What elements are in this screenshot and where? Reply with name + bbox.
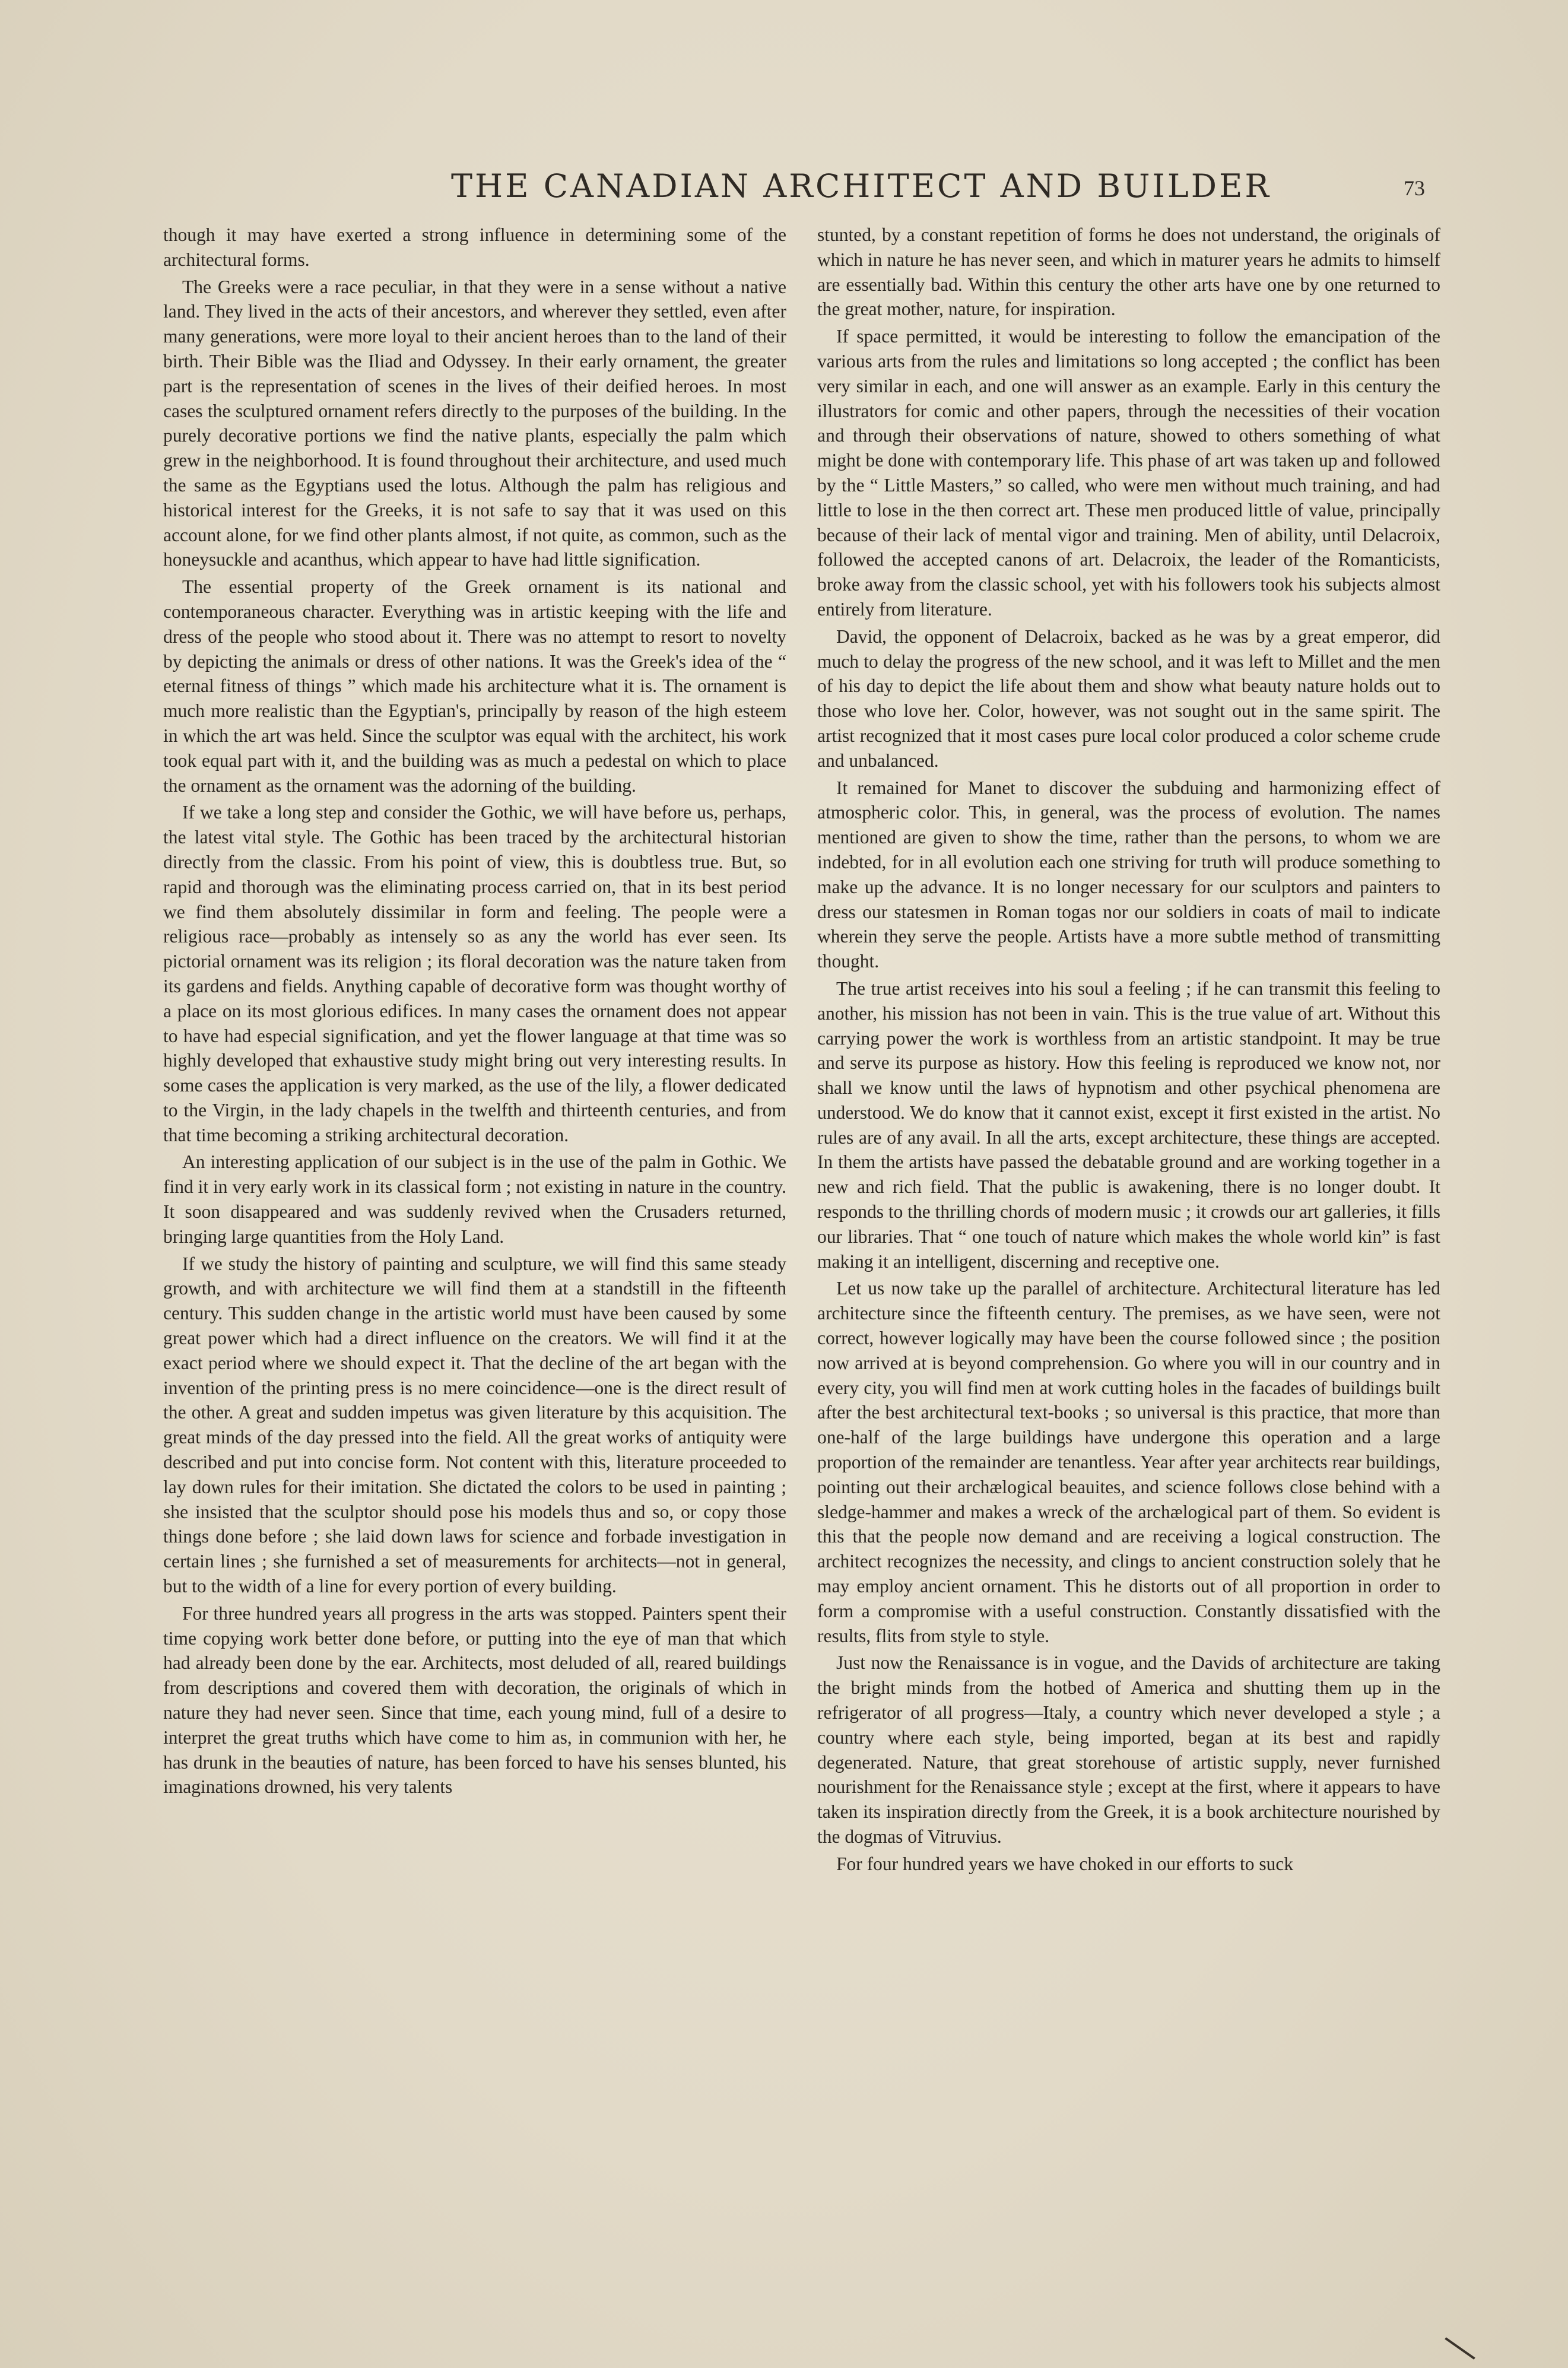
paragraph: though it may have exerted a strong influence in determining some of the architectural forms. <box>163 224 786 270</box>
paragraph: The Greeks were a race peculiar, in that they were in a sense without a native land. They lived in the acts of their ancestors, and wherever they settled, even after many generations, were more loyal to their ancient heroes than to the land of their birth. Their Bible was the Iliad and Odyssey. In their early ornament, the greater part is the representation of scenes in the lives of their deified heroes. In most cases the sculptured ornament refers directly to the purposes of the building. In the purely decorative portions we find the native plants, especially the palm which grew in the neighborhood. It is found throughout their architecture, and used much the same as the Egyptians used the lotus. Although the palm has religious and historical interest for the Greeks, it is not safe to say that it was used on this account alone, for we find other plants almost, if not quite, as common, such as the honeysuckle and acanthus, which appear to have had little signification. <box>163 276 786 570</box>
paragraph: If we take a long step and consider the Gothic, we will have before us, perhaps, the latest vital style. The Gothic has been traced by the architectural historian directly from the classic. From his point of view, this is doubtless true. But, so rapid and thorough was the eliminating process carried on, that in its best period we find them absolutely dissimilar in form and feeling. The people were a religious race—probably as intensely so as any the world has ever seen. Its pictorial ornament was its religion ; its floral decoration was the nature taken from its gardens and fields. Anything capable of decorative form was thought worthy of a place on its most glorious edifices. In many cases the ornament does not appear to have had especial signification, and yet the flower language at that time was so highly developed that exhaustive study might bring out very interesting results. In some cases the application is very marked, as the use of the lily, a flower dedicated to the Virgin, in the lady chapels in the twelfth and thirteenth centuries, and from that time becoming a striking architectural decoration. <box>163 802 786 1145</box>
paragraph: For three hundred years all progress in the arts was stopped. Painters spent their time copying work better done before, or putting into the eye of man that which had already been done by the ear. Architects, most deluded of all, reared buildings from descriptions and covered them with decoration, the originals of which in nature they had never seen. Since that time, each young mind, full of a desire to interpret the great truths which have come to him as, in communion with her, he has drunk in the beauties of nature, has been forced to have his senses blunted, his imaginations drowned, his very talents <box>163 1602 786 1798</box>
paragraph: It remained for Manet to discover the subduing and harmonizing effect of atmospheric color. This, in general, was the process of evolution. The names mentioned are given to show the time, rather than the persons, to whom we are indebted, for in all evolution each one striving for truth will produce something to make up the advance. It is no longer necessary for our sculptors and painters to dress our statesmen in Roman togas nor our soldiers in coats of mail to indicate wherein they serve the people. Artists have a more subtle method of transmitting thought. <box>817 777 1440 972</box>
right-column <box>817 223 1440 1879</box>
paragraph: An interesting application of our subject is in the use of the palm in Gothic. We find it in very early work in its classical form ; not existing in nature in the country. It soon disappeared and was suddenly revived when the Crusaders returned, bringing large quantities from the Holy Land. <box>163 1151 786 1247</box>
paragraph: The essential property of the Greek ornament is its national and contemporaneous character. Everything was in artistic keeping with the life and dress of the people who stood about it. There was no attempt to resort to novelty by depicting the animals or dress of other nations. It was the Greek's idea of the “ eternal fitness of things ” which made his architecture what it is. The ornament is much more realistic than the Egyptian's, principally by reason of the high esteem in which the art was held. Since the sculptor was equal with the architect, his work took equal part with it, and the building was as much a pedestal on which to place the ornament as the ornament was the adorning of the building. <box>163 576 786 796</box>
left-column <box>163 223 786 1802</box>
page-number: 73 <box>1404 176 1425 200</box>
paragraph: David, the opponent of Delacroix, backed as he was by a great emperor, did much to delay the progress of the new school, and it was left to Millet and the men of his day to depict the life about them and show what beauty nature holds out to those who love her. Color, however, was not sought out in the same spirit. The artist recognized that it most cases pure local color produced a color scheme crude and unbalanced. <box>817 626 1440 771</box>
page-header <box>0 167 1568 209</box>
pencil-mark <box>1445 2337 1475 2360</box>
paragraph: If we study the history of painting and sculpture, we will find this same steady growth, and with architecture we will find them at a standstill in the fifteenth century. This sudden change in the artistic world must have been caused by some great power which had a direct influence on the creators. We will find it at the exact period where we should expect it. That the decline of the art began with the invention of the printing press is no mere coincidence—one is the direct result of the other. A great and sudden impetus was given literature by this acquisition. The great minds of the day pressed into the field. All the great works of antiquity were described and put into concise form. Not content with this, literature proceeded to lay down rules for their imitation. She dictated the colors to be used in painting ; she insisted that the sculptor should pose his models thus and so, or copy those things done before ; she laid down laws for science and forbade investigation in certain lines ; she furnished a set of measurements for architects—not in general, but to the width of a line for every portion of every building. <box>163 1253 786 1597</box>
paragraph: stunted, by a constant repetition of forms he does not understand, the originals of which in nature he has never seen, and which in maturer years he admits to himself are essentially bad. Within this century the other arts have one by one returned to the great mother, nature, for inspiration. <box>817 224 1440 320</box>
paragraph: Let us now take up the parallel of architecture. Architectural literature has led architecture since the fifteenth century. The premises, as we have seen, were not correct, however logically may have been the course followed since ; the position now arrived at is beyond comprehension. Go where you will in our country and in every city, you will find men at work cutting holes in the facades of buildings built after the best architectural text-books ; so universal is this practice, that more than one-half of the large buildings have undergone this operation and a large proportion of the remainder are tenantless. Year after year architects rear buildings, pointing out their archælogical beauites, and science follows close behind with a sledge-hammer and makes a wreck of the archælogical part of them. So evident is this that the people now demand and are receiving a logical construction. The architect recognizes the necessity, and clings to ancient construction solely that he may employ ancient ornament. This he distorts out of all proportion in order to form a compromise with a useful construction. Constantly dissatisfied with the results, flits from style to style. <box>817 1278 1440 1646</box>
paragraph: For four hundred years we have choked in our efforts to suck <box>836 1853 1294 1874</box>
paragraph: The true artist receives into his soul a feeling ; if he can transmit this feeling to another, his mission has not been in vain. This is the true value of art. Without this carrying power the work is worthless from an artistic standpoint. It may be true and serve its purpose as history. How this feeling is reproduced we know not, nor shall we know until the laws of hypnotism and other psychical phenomena are understood. We do know that it cannot exist, except it first existed in the artist. No rules are of any avail. In all the arts, except architecture, these things are accepted. In them the artists have passed the debatable ground and are working together in a new and rich field. That the public is awakening, there is no longer doubt. It responds to the thrilling chords of modern music ; it crowds our art galleries, it fills our libraries. That “ one touch of nature which makes the whole world kin” is fast making it an intelligent, discerning and receptive one. <box>817 977 1440 1272</box>
journal-title: THE CANADIAN ARCHITECT AND BUILDER <box>451 167 1272 205</box>
paragraph: Just now the Renaissance is in vogue, and the Davids of architecture are taking the bright minds from the hotbed of America and shutting them up in the refrigerator of all progress—Italy, a country which never developed a style ; a country where each style, being imported, began at its best and rapidly degenerated. Nature, that great storehouse of artistic supply, never furnished nourishment for the Renaissance style ; except at the first, where it appears to have taken its inspiration directly from the Greek, it is a book architecture nourished by the dogmas of Vitruvius. <box>817 1652 1440 1847</box>
paragraph: If space permitted, it would be interesting to follow the emancipation of the various arts from the rules and limitations so long accepted ; the conflict has been very similar in each, and one will answer as an example. Early in this century the illustrators for comic and other papers, through the necessities of their vocation and through their observations of nature, showed to others something of what might be done with contemporary life. This phase of art was taken up and followed by the “ Little Masters,” so called, who were men without much training, and had little to lose in the then correct art. These men produced little of value, principally because of their lack of mental vigor and training. Men of ability, until Delacroix, followed the accepted canons of art. Delacroix, the leader of the Romanticists, broke away from the classic school, yet with his followers took his subjects almost entirely from literature. <box>817 326 1440 620</box>
